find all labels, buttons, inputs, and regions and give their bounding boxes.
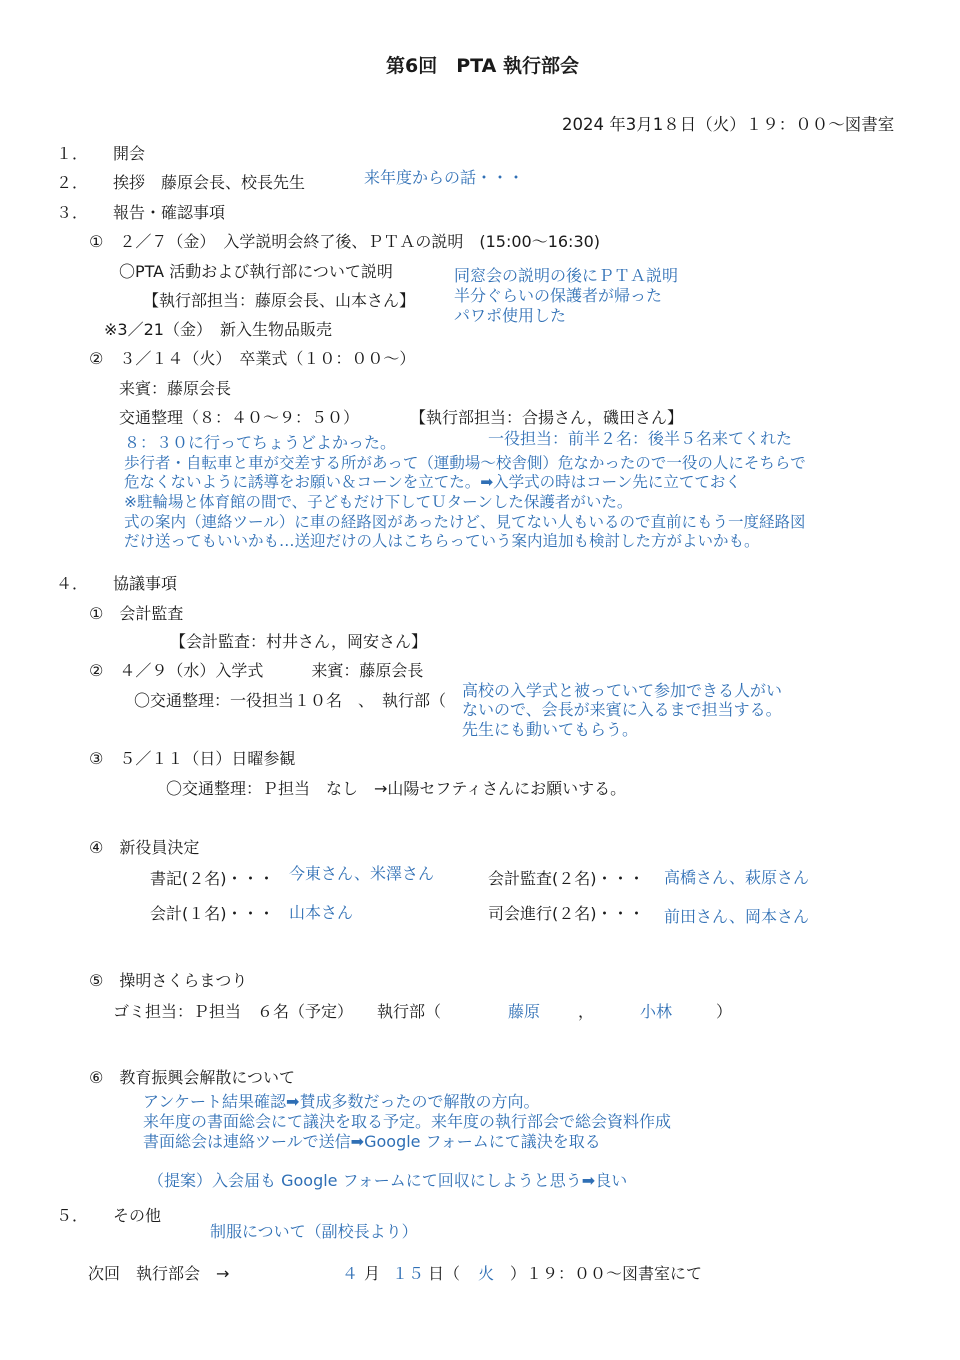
item-3-1-note: パワポ使用した (454, 306, 567, 325)
item-3-1-sub2: 【執行部担当：藤原会長、山本さん】 (143, 291, 416, 310)
next-meeting-time-place: ）１９：００〜図書室にて (510, 1264, 703, 1283)
role-label: 会計監査(２名)・・・ (488, 869, 645, 888)
page-title: 第6回 PTA 執行部会 (386, 55, 579, 77)
item-3-2-guest: 来賓：藤原会長 (119, 379, 232, 398)
item-3-1-note: 半分ぐらいの保護者が帰った (454, 286, 663, 305)
section-4-number: ４． (56, 574, 89, 593)
next-meeting-month-unit: 月 (364, 1264, 381, 1283)
section-5-label: その他 (113, 1206, 162, 1225)
section-4-label: 協議事項 (113, 574, 178, 593)
role-value: 山本さん (289, 903, 354, 922)
item-4-6-heading: ⑥ 教育振興会解散について (89, 1068, 296, 1087)
next-meeting-month: ４ (342, 1264, 359, 1283)
meeting-date: 2024 年3月1８日（火）１９：００〜図書室 (562, 115, 895, 134)
section-5-note: 制服について（副校長より） (210, 1222, 418, 1241)
item-3-1-sub1: 〇PTA 活動および執行部について説明 (119, 262, 393, 281)
section-2-number: ２． (56, 173, 89, 192)
item-4-2-note: 高校の入学式と被っていて参加できる人がい (462, 681, 783, 700)
item-3-2-note: 歩行者・自転車と車が交差する所があって（運動場〜校舎側）危なかったので一役の人にそちらで (124, 454, 806, 472)
item-3-1-heading: ① ２／７（金） 入学説明会終了後、ＰＴＡの説明 (15:00〜16:30) (89, 232, 601, 251)
item-3-2-heading: ② ３／１４（火） 卒業式（１０：００〜） (89, 349, 416, 368)
section-3-number: ３． (56, 203, 89, 222)
item-3-2-note: ８：３０に行ってちょうどよかった。 (124, 433, 397, 452)
item-4-2-sub: 〇交通整理：一役担当１０名 、 執行部（ (134, 691, 447, 710)
item-4-5-comma: ， (578, 1002, 595, 1021)
next-meeting-day-unit: 日（ (428, 1264, 461, 1283)
role-label: 司会進行(２名)・・・ (488, 904, 645, 923)
next-meeting-label: 次回 執行部会 → (88, 1264, 230, 1283)
section-2-note: 来年度からの話・・・ (364, 168, 525, 187)
item-4-5-heading: ⑤ 操明さくらまつり (89, 971, 248, 990)
item-4-5-close: ） (716, 1002, 733, 1021)
item-3-2-note: 式の案内（連絡ツール）に車の経路図があったけど、見てない人もいるので直前にもう一度経路図 (124, 513, 806, 531)
item-3-2-note: 一役担当：前半２名：後半５名来てくれた (488, 429, 793, 448)
role-value: 今東さん、米澤さん (289, 864, 434, 883)
item-3-1-sub3: ※3／21（金） 新入生物品販売 (104, 320, 332, 339)
item-4-1-heading: ① 会計監査 (89, 604, 184, 623)
item-4-1-sub: 【会計監査：村井さん，岡安さん】 (170, 632, 427, 651)
role-label: 会計(１名)・・・ (150, 904, 275, 923)
next-meeting-day: １５ (392, 1264, 425, 1283)
item-3-2-note: 危なくないように誘導をお願い＆コーンを立てた。➡入学式の時はコーン先に立てておく (124, 473, 741, 491)
item-3-2-note: だけ送ってもいいかも…送迎だけの人はこちらっていう案内追加も検討した方がよいかも。 (124, 532, 760, 550)
item-3-1-note: 同窓会の説明の後にＰＴＡ説明 (454, 266, 679, 285)
section-5-number: ５． (56, 1206, 89, 1225)
item-4-2-note: ないので、会長が来賓に入るまで担当する。 (462, 700, 782, 719)
item-4-3-heading: ③ ５／１１（日）日曜参観 (89, 749, 296, 768)
item-4-5-value: 藤原 (508, 1002, 541, 1021)
section-1-label: 開会 (113, 144, 146, 163)
section-1-number: １． (56, 144, 89, 163)
role-value: 前田さん、岡本さん (664, 907, 809, 926)
role-value: 高橋さん、萩原さん (664, 868, 809, 887)
item-4-6-note: 書面総会は連絡ツールで送信➡Google フォームにて議決を取る (143, 1132, 601, 1151)
item-4-2-note: 先生にも動いてもらう。 (462, 720, 639, 739)
section-2-label: 挨拶 藤原会長、校長先生 (113, 173, 306, 192)
item-3-2-note: ※駐輪場と体育館の間で、子どもだけ下してＵターンした保護者がいた。 (124, 493, 633, 511)
item-4-2-heading: ② ４／９（水）入学式 来賓：藤原会長 (89, 661, 424, 680)
item-4-6-proposal: （提案）入会届も Google フォームにて回収にしようと思う➡良い (148, 1171, 628, 1190)
item-4-4-heading: ④ 新役員決定 (89, 838, 200, 857)
next-meeting-weekday: 火 (478, 1264, 495, 1283)
item-4-6-note: アンケート結果確認➡賛成多数だったので解散の方向。 (143, 1092, 540, 1111)
item-4-5-sub: ゴミ担当：Ｐ担当 ６名（予定） 執行部（ (113, 1002, 442, 1021)
item-4-5-value: 小林 (640, 1002, 673, 1021)
item-3-2-traffic: 交通整理（８：４０〜９：５０） (119, 408, 360, 427)
item-4-6-note: 来年度の書面総会にて議決を取る予定。来年度の執行部会で総会資料作成 (143, 1112, 672, 1131)
section-3-label: 報告・確認事項 (113, 203, 226, 222)
item-3-2-staff: 【執行部担当：合揚さん，磯田さん】 (410, 408, 683, 427)
item-4-3-sub: 〇交通整理：Ｐ担当 なし →山陽セフティさんにお願いする。 (166, 779, 627, 798)
role-label: 書記(２名)・・・ (150, 869, 275, 888)
